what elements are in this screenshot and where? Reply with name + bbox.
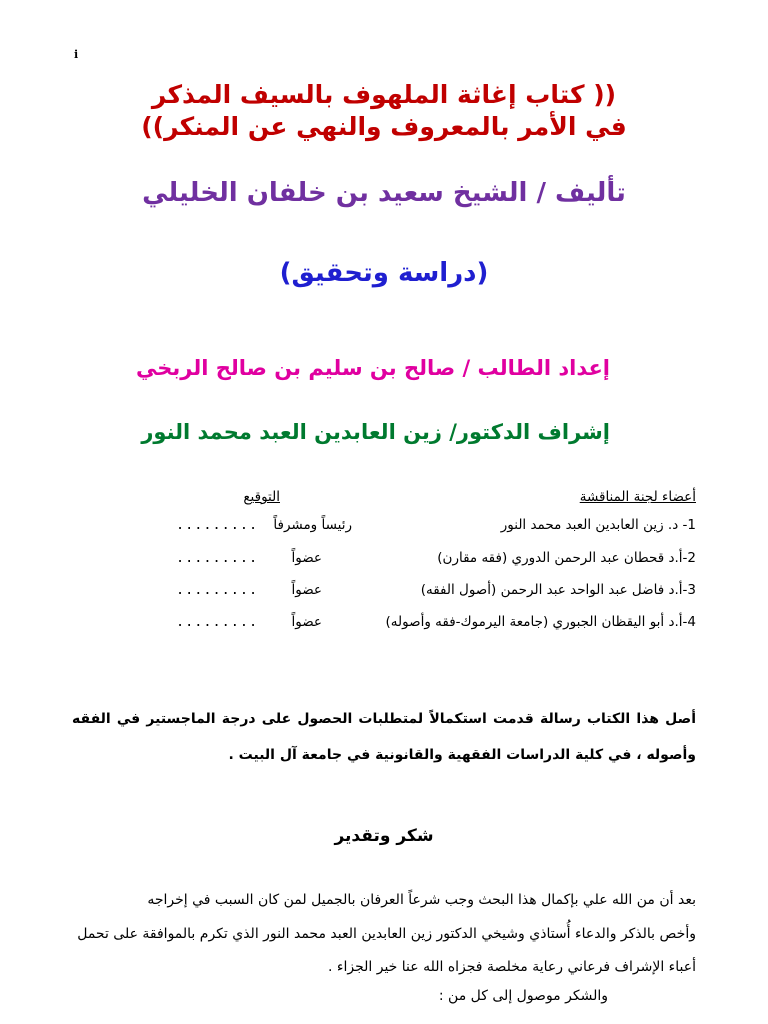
member-name: 4-أ.د أبو اليقظان الجبوري (جامعة اليرموك-فقه وأصوله) [385,614,696,630]
signature-dots: ......... [176,517,259,533]
member-name: 3-أ.د فاضل عبد الواحد عبد الرحمن (أصول الفقه) [420,582,696,598]
supervisor-line: إشراف الدكتور/ زين العابدين العبد محمد النور [141,420,610,444]
member-role: عضواً [291,550,322,566]
committee-row [0,550,768,572]
acknowledgement-line: والشكر موصول إلى كل من : [438,988,608,1004]
book-title-line-1: (( كتاب إغاثة الملهوف بالسيف المذكر [151,80,617,109]
signature-dots: ......... [176,550,259,566]
committee-row [0,614,768,636]
acknowledgements-title: شكر وتقدير [334,826,434,846]
author-line: تأليف / الشيخ سعيد بن خلفان الخليلي [142,178,626,208]
thesis-note-paragraph: أصل هذا الكتاب رسالة قدمت استكمالاً لمتطلبات الحصول على درجة الماجستير في الفقه وأصوله ، في كلية الدراسات الفقهية والقانونية في جامعة آل البيت . [72,711,696,763]
committee-row [0,582,768,604]
member-name: 2-أ.د قحطان عبد الرحمن الدوري (فقه مقارن) [437,550,696,566]
member-role: عضواً [291,582,322,598]
book-title-line-2: في الأمر بالمعروف والنهي عن المنكر)) [141,112,627,141]
signature-dots: ......... [176,614,259,630]
signature-header: التوقيع [243,489,280,505]
committee-row [0,517,768,539]
signature-dots: ......... [176,582,259,598]
acknowledgement-line: بعد أن من الله علي بإكمال هذا البحث وجب شرعاً العرفان بالجميل لمن كان السبب في إخراجه [147,892,696,908]
member-name: 1- د. زين العابدين العبد محمد النور [500,517,696,533]
study-line: (دراسة وتحقيق) [279,258,489,288]
page-number: i [74,48,79,61]
acknowledgement-line: أعباء الإشراف فرعاني رعاية مخلصة فجزاه الله عنا خير الجزاء . [327,959,696,975]
member-role: عضواً [291,614,322,630]
committee-header: أعضاء لجنة المناقشة [579,489,696,505]
member-role: رئيساً ومشرفاً [273,517,352,533]
prepared-by-line: إعداد الطالب / صالح بن سليم بن صالح الربخي [136,356,610,380]
acknowledgement-line: وأخص بالذكر والدعاء أُستاذي وشيخي الدكتور زين العابدين العبد محمد النور الذي تكرم بالموافقة على تحمل [77,926,696,942]
